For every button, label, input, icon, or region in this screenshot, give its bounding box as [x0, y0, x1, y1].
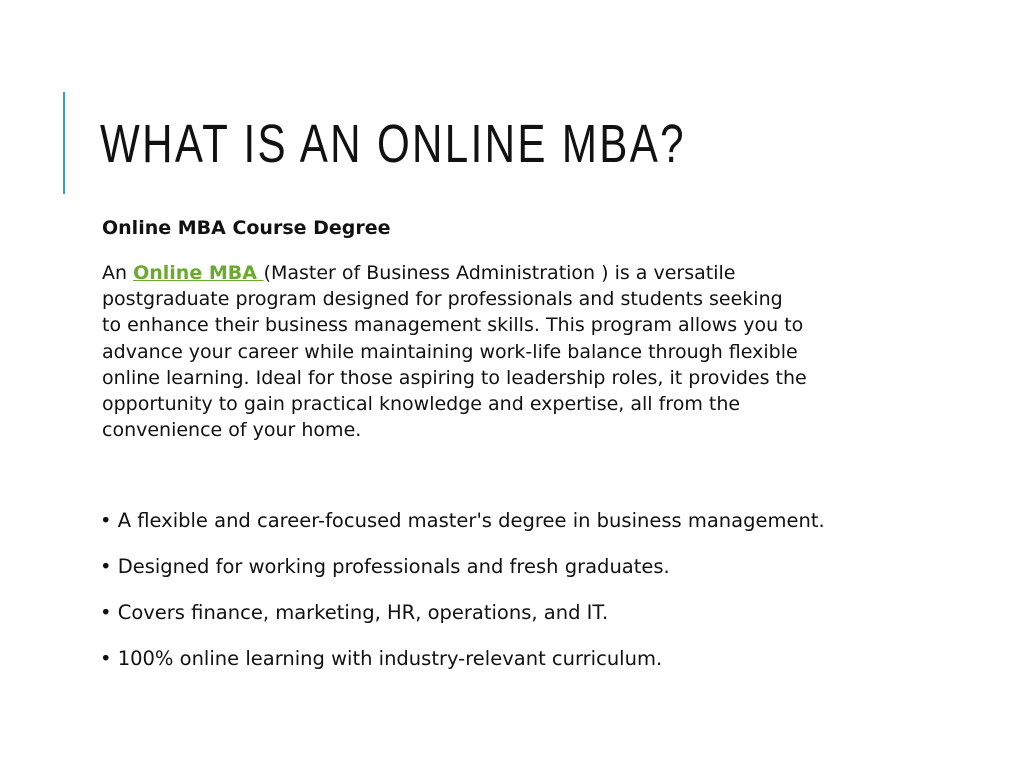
- paragraph-line-3: to enhance their business management skills. This program allows you to: [102, 314, 804, 337]
- paragraph-line-6: opportunity to gain practical knowledge and expertise, all from the: [102, 393, 741, 416]
- paragraph-line-7: convenience of your home.: [102, 419, 362, 442]
- title-accent-bar: [63, 92, 65, 194]
- bullet-item: • Covers finance, marketing, HR, operations, and IT.: [100, 601, 609, 624]
- paragraph-line-1-rest: (Master of Business Administration ) is a versatile: [263, 262, 736, 284]
- section-subtitle: Online MBA Course Degree: [102, 217, 391, 239]
- paragraph-prefix: An: [102, 262, 134, 284]
- paragraph-line-5: online learning. Ideal for those aspiring to leadership roles, it provides the: [102, 366, 807, 389]
- paragraph-line-4: advance your career while maintaining work-life balance through flexible: [102, 340, 798, 363]
- feature-bullet-list: [100, 505, 825, 689]
- paragraph-line-1: [102, 260, 922, 286]
- bullet-item: • Designed for working professionals and fresh graduates.: [100, 555, 670, 578]
- paragraph-line-2: postgraduate program designed for professionals and students seeking: [102, 288, 783, 311]
- bullet-item: • 100% online learning with industry-relevant curriculum.: [100, 647, 663, 670]
- intro-paragraph: [102, 260, 922, 443]
- slide-title: WHAT IS AN ONLINE MBA?: [100, 114, 686, 174]
- online-mba-link[interactable]: Online MBA: [133, 262, 264, 284]
- bullet-item: • A flexible and career-focused master's degree in business management.: [100, 509, 825, 532]
